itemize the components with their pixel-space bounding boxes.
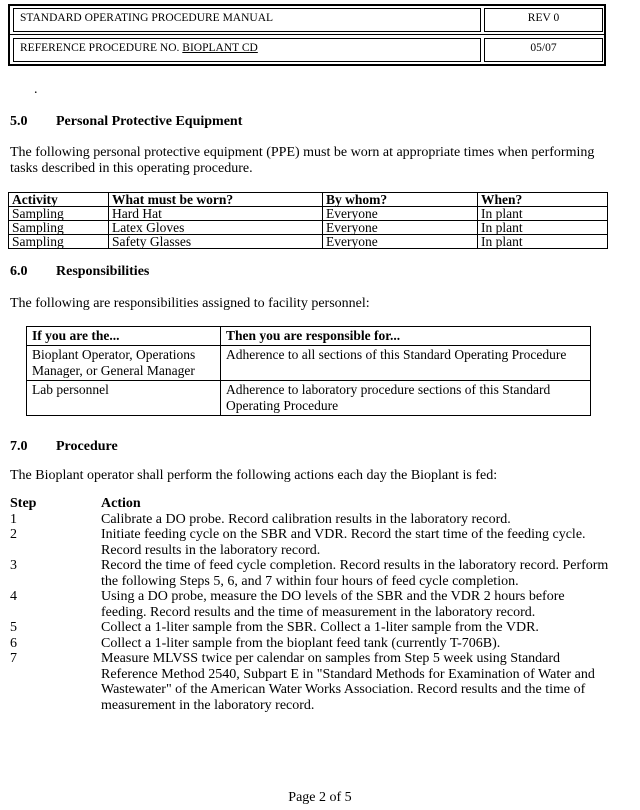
list-item bbox=[10, 636, 610, 652]
step-number: 7 bbox=[10, 651, 17, 666]
table-cell: In plant bbox=[478, 221, 608, 235]
step-action: Measure MLVSS twice per calendar on samples from Step 5 week using Standard Reference Method 2540, Subpart E in "Standard Methods for Examination of Water and Wastewater" of the American Water Works Association. Record results and the time of measurement in the laboratory record. bbox=[101, 651, 595, 713]
section-title: Personal Protective Equipment bbox=[56, 114, 243, 129]
column-header: What must be worn? bbox=[109, 193, 323, 207]
procedure-steps bbox=[10, 496, 610, 713]
table-cell: Adherence to laboratory procedure sections of this Standard Operating Procedure bbox=[221, 381, 591, 416]
table-row bbox=[9, 207, 608, 221]
step-action: Collect a 1-liter sample from the SBR. Collect a 1-liter sample from the VDR. bbox=[101, 620, 539, 635]
responsibilities-table bbox=[26, 326, 591, 416]
section-5-intro: The following personal protective equipment (PPE) must be worn at appropriate times when performing tasks described in this operating procedure. bbox=[10, 145, 595, 176]
table-cell: Sampling bbox=[9, 221, 109, 235]
table-cell: Lab personnel bbox=[27, 381, 221, 416]
step-action: Collect a 1-liter sample from the bioplant feed tank (currently T-706B). bbox=[101, 635, 501, 651]
table-cell: Sampling bbox=[9, 207, 109, 221]
section-number: 7.0 bbox=[10, 439, 28, 454]
column-header: Activity bbox=[9, 193, 109, 207]
table-cell: Bioplant Operator, Operations Manager, or General Manager bbox=[27, 346, 221, 381]
list-item bbox=[10, 620, 610, 636]
table-row bbox=[27, 346, 591, 381]
step-number: 5 bbox=[10, 620, 17, 635]
action-header: Action bbox=[101, 496, 141, 511]
table-header-row bbox=[27, 327, 591, 346]
step-header: Step bbox=[10, 496, 37, 511]
step-action: Using a DO probe, measure the DO levels of the SBR and the VDR 2 hours before feeding. Record results and the time of measurement in the laboratory record. bbox=[101, 589, 565, 620]
table-row bbox=[9, 235, 608, 249]
header-row-title bbox=[10, 6, 604, 35]
step-action: Initiate feeding cycle on the SBR and VDR. Record the start time of the feeding cycle. Record results in the laboratory record. bbox=[101, 527, 586, 558]
table-cell: Sampling bbox=[9, 235, 109, 249]
step-number: 3 bbox=[10, 558, 17, 573]
header-row-reference bbox=[10, 36, 604, 64]
revision-date: 05/07 bbox=[484, 38, 603, 62]
list-item bbox=[10, 512, 610, 528]
section-number: 6.0 bbox=[10, 264, 28, 279]
manual-title: STANDARD OPERATING PROCEDURE MANUAL bbox=[13, 8, 481, 32]
step-action: Record the time of feed cycle completion. Record results in the laboratory record. Perform the following Steps 5, 6, and 7 within four hours of feed cycle completion. bbox=[101, 558, 609, 589]
reference-prefix: REFERENCE PROCEDURE NO. bbox=[20, 42, 183, 54]
list-item bbox=[10, 589, 610, 620]
section-7-heading bbox=[10, 439, 118, 455]
reference-procedure bbox=[13, 38, 481, 62]
section-6-intro: The following are responsibilities assigned to facility personnel: bbox=[10, 296, 370, 311]
table-header-row bbox=[9, 193, 608, 207]
table-cell: Everyone bbox=[323, 207, 478, 221]
section-title: Procedure bbox=[56, 439, 118, 454]
list-item bbox=[10, 558, 610, 589]
column-header: Then you are responsible for... bbox=[221, 327, 591, 346]
step-number: 2 bbox=[10, 527, 17, 542]
section-6-heading bbox=[10, 264, 149, 280]
table-cell: Adherence to all sections of this Standard Operating Procedure bbox=[221, 346, 591, 381]
revision: REV 0 bbox=[484, 8, 603, 32]
table-cell: Everyone bbox=[323, 221, 478, 235]
section-5-heading bbox=[10, 114, 242, 130]
steps-header bbox=[10, 496, 610, 512]
stray-mark: . bbox=[34, 82, 38, 97]
section-title: Responsibilities bbox=[56, 264, 150, 279]
reference-code: BIOPLANT CD bbox=[182, 42, 258, 54]
step-number: 4 bbox=[10, 589, 17, 604]
table-cell: Everyone bbox=[323, 235, 478, 249]
table-cell: Latex Gloves bbox=[109, 221, 323, 235]
list-item bbox=[10, 651, 610, 713]
page-number: Page 2 of 5 bbox=[288, 790, 352, 805]
step-number: 6 bbox=[10, 635, 17, 651]
table-cell: Safety Glasses bbox=[109, 235, 323, 249]
section-number: 5.0 bbox=[10, 114, 28, 129]
column-header: If you are the... bbox=[27, 327, 221, 346]
step-action: Calibrate a DO probe. Record calibration results in the laboratory record. bbox=[101, 511, 511, 527]
step-number: 1 bbox=[10, 511, 17, 527]
table-cell: Hard Hat bbox=[109, 207, 323, 221]
section-7-intro: The Bioplant operator shall perform the following actions each day the Bioplant is fed: bbox=[10, 468, 498, 483]
list-item bbox=[10, 527, 610, 558]
header-box bbox=[8, 4, 606, 66]
table-cell: In plant bbox=[478, 207, 608, 221]
table-cell: In plant bbox=[478, 235, 608, 249]
ppe-table bbox=[8, 192, 608, 249]
column-header: By whom? bbox=[323, 193, 478, 207]
table-row bbox=[9, 221, 608, 235]
column-header: When? bbox=[478, 193, 608, 207]
table-row bbox=[27, 381, 591, 416]
